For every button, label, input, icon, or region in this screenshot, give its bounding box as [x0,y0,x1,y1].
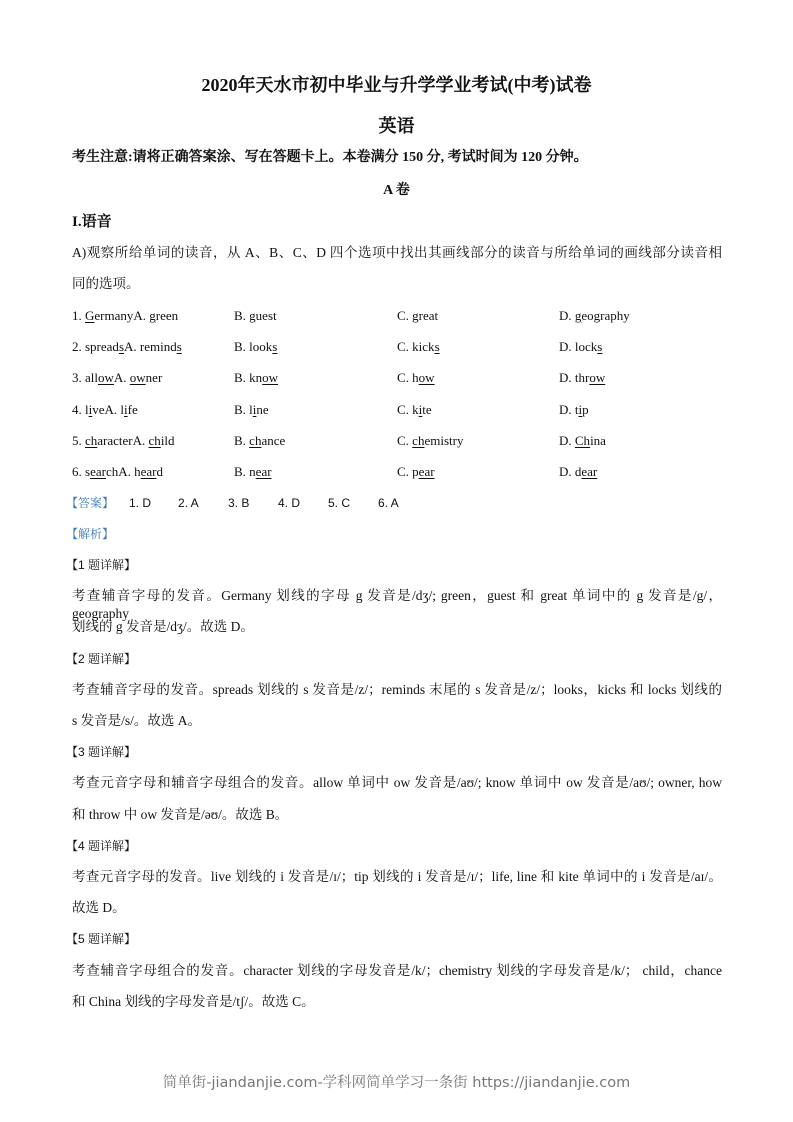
option-a [118,464,163,479]
question-item [72,369,162,387]
option-c [397,369,435,387]
answer-item: 2. A [178,496,199,510]
word-part: uest [255,308,277,323]
underlined-part: ch [148,432,161,448]
underlined-part: g [574,308,582,323]
word-part: A. remind [124,339,177,355]
question-number: 1. [72,308,85,323]
question-item [72,432,175,450]
analysis-line: 考查元音字母和辅音字母组合的发音。allow 单词中 ow 发音是/aʊ/; know 单词中 ow 发音是/aʊ/; owner, how [72,775,722,791]
analysis-line: 和 China 划线的字母发音是/tʃ/。故选 C。 [72,993,315,1009]
underlined-part: ch [412,432,425,448]
underlined-part: ch [85,432,98,448]
underlined-part: ow [418,370,435,386]
analysis-line: s 发音是/s/。故选 A。 [72,713,202,728]
analysis-line: 考查元音字母的发音。live 划线的 i 发音是/ɪ/；tip 划线的 i 发音是/ɪ/；life, line 和 kite 单词中的 i 发音是/aɪ/。 [72,869,722,884]
underlined-part: g [149,308,156,323]
question-number: 2. [72,339,85,355]
word-part: A. l [104,401,125,417]
instruction-line: A)观察所给单词的读音，从 A、B、C、D 四个选项中找出其画线部分的读音与所给单词的画线部分读音相 [72,245,722,260]
question-item [72,401,138,419]
footer-watermark: 简单街-jiandanjie.com-学科网简单学习一条街 https://jiandanjie.com [162,1075,631,1091]
section-heading: I.语音 [72,214,112,230]
answer-item: 6. A [378,496,399,510]
word-part: ina [590,432,606,448]
underlined-part: i [88,401,93,417]
word-part: B. [234,432,250,448]
option-d [559,401,589,419]
option-c [397,338,440,356]
underlined-part: ow [262,370,279,386]
option-b [234,338,277,356]
word-part: ermany [94,308,134,323]
word-part: C. p [397,464,419,479]
option-a [124,339,182,354]
answer-item: 3. B [228,496,250,510]
word-part: ne [256,401,269,417]
question-item [72,463,163,481]
option-b [234,369,278,387]
word-part: A. [133,308,150,323]
underlined-part: s [597,339,603,355]
underlined-part: ow [98,370,114,386]
underlined-part: i [124,401,128,417]
word-part: D. d [559,464,582,479]
option-c [397,463,435,481]
underlined-part: Ch [574,432,591,448]
answer-item: 4. D [278,496,301,510]
analysis-heading: 【2 题详解】 [66,651,137,666]
word-part: te [422,401,432,417]
word-part: A. [132,432,149,448]
word-part: A. h [118,464,141,479]
underlined-part: i [252,401,257,417]
analysis-heading: 【5 题详解】 [66,932,137,947]
volume-label: A 卷 [383,183,410,198]
underlined-part: s [434,339,440,355]
question-item [72,338,182,356]
word-part: l [85,401,89,417]
answer-item: 1. D [129,496,152,510]
word-part: ve [92,401,105,417]
analysis-label: 【解析】 [66,527,115,541]
word-part: B. kn [234,370,263,386]
word-part: C. [397,432,413,448]
word-part: ild [160,432,175,448]
word-part: reen [155,308,179,323]
word-part: D. lock [559,339,598,355]
underlined-part: ear [418,464,435,479]
option-a [133,308,178,323]
word-part: aracter [97,432,133,448]
word-part: D. [559,308,575,323]
underlined-part: ear [255,464,272,479]
answer-label: 【答案】 [66,496,115,510]
underlined-part: ear [581,464,598,479]
word-part: ch [105,464,119,479]
word-part: ner [145,370,163,386]
subject-title: 英语 [378,116,415,136]
analysis-line: 考查辅音字母组合的发音。character 划线的字母发音是/k/；chemistry 划线的字母发音是/k/； child，chance [72,962,722,978]
word-part: all [85,370,98,386]
word-part: A. [113,370,130,386]
option-b [234,432,285,450]
underlined-part: s [176,339,182,355]
question-number: 4. [72,401,85,417]
question-number: 5. [72,432,85,448]
option-d [559,463,597,481]
word-part: reat [418,308,439,323]
underlined-part: g [412,308,419,323]
word-part: B. n [234,464,256,479]
word-part: eography [581,308,630,323]
underlined-part: g [249,308,256,323]
word-part: C. kick [397,339,435,355]
word-part: emistry [424,432,464,448]
word-part: D. t [559,401,579,417]
option-c [397,432,463,450]
analysis-heading: 【3 题详解】 [66,745,137,760]
underlined-part: ear [90,464,106,479]
underlined-part: s [118,339,124,355]
option-b [234,401,269,419]
word-part: C. k [397,401,419,417]
word-part: ance [261,432,286,448]
option-c [397,307,438,325]
underlined-part: ear [140,464,157,479]
analysis-heading: 【4 题详解】 [66,838,137,853]
option-d [559,369,605,387]
exam-notice: 考生注意:请将正确答案涂、写在答题卡上。本卷满分 150 分, 考试时间为 120 分钟。 [72,150,588,165]
underlined-part: s [272,339,278,355]
underlined-part: ch [249,432,262,448]
word-part: D. thr [559,370,590,386]
underlined-part: i [418,401,423,417]
word-part: C. h [397,370,419,386]
analysis-line: 划线的 g 发音是/dʒ/。故选 D。 [72,619,254,635]
underlined-part: i [578,401,583,417]
underlined-part: G [85,308,95,323]
word-part: d [156,464,163,479]
instruction-line: 同的选项。 [72,276,140,291]
word-part: B. l [234,401,253,417]
word-part: p [582,401,589,417]
underlined-part: ow [589,370,606,386]
option-b [234,463,272,481]
word-part: fe [127,401,138,417]
word-part: B. look [234,339,273,355]
analysis-line: 考查辅音字母的发音。spreads 划线的 s 发音是/z/；reminds 末尾的 s 发音是/z/；looks，kicks 和 locks 划线的 [72,681,722,697]
exam-title: 2020年天水市初中毕业与升学学业考试(中考)试卷 [201,75,592,95]
answer-item: 5. C [328,496,351,510]
word-part: s [85,464,91,479]
analysis-line: 和 throw 中 ow 发音是/əʊ/。故选 B。 [72,806,289,822]
question-number: 6. [72,464,85,479]
word-part: B. [234,308,250,323]
option-b [234,307,277,325]
option-a [105,402,138,417]
option-d [559,338,602,356]
underlined-part: ow [129,370,146,386]
question-item [72,307,178,325]
option-d [559,307,630,325]
word-part: D. [559,432,575,448]
option-c [397,401,432,419]
word-part: spread [85,339,119,355]
analysis-line: 考查辅音字母的发音。Germany 划线的字母 g 发音是/dʒ/; green，guest 和 great 单词中的 g 发音是/g/，geography [72,588,722,622]
option-a [114,370,162,385]
option-d [559,432,606,450]
analysis-line: 故选 D。 [72,900,126,916]
word-part: C. [397,308,413,323]
question-number: 3. [72,370,85,386]
analysis-heading: 【1 题详解】 [66,558,137,572]
option-a [133,433,175,448]
